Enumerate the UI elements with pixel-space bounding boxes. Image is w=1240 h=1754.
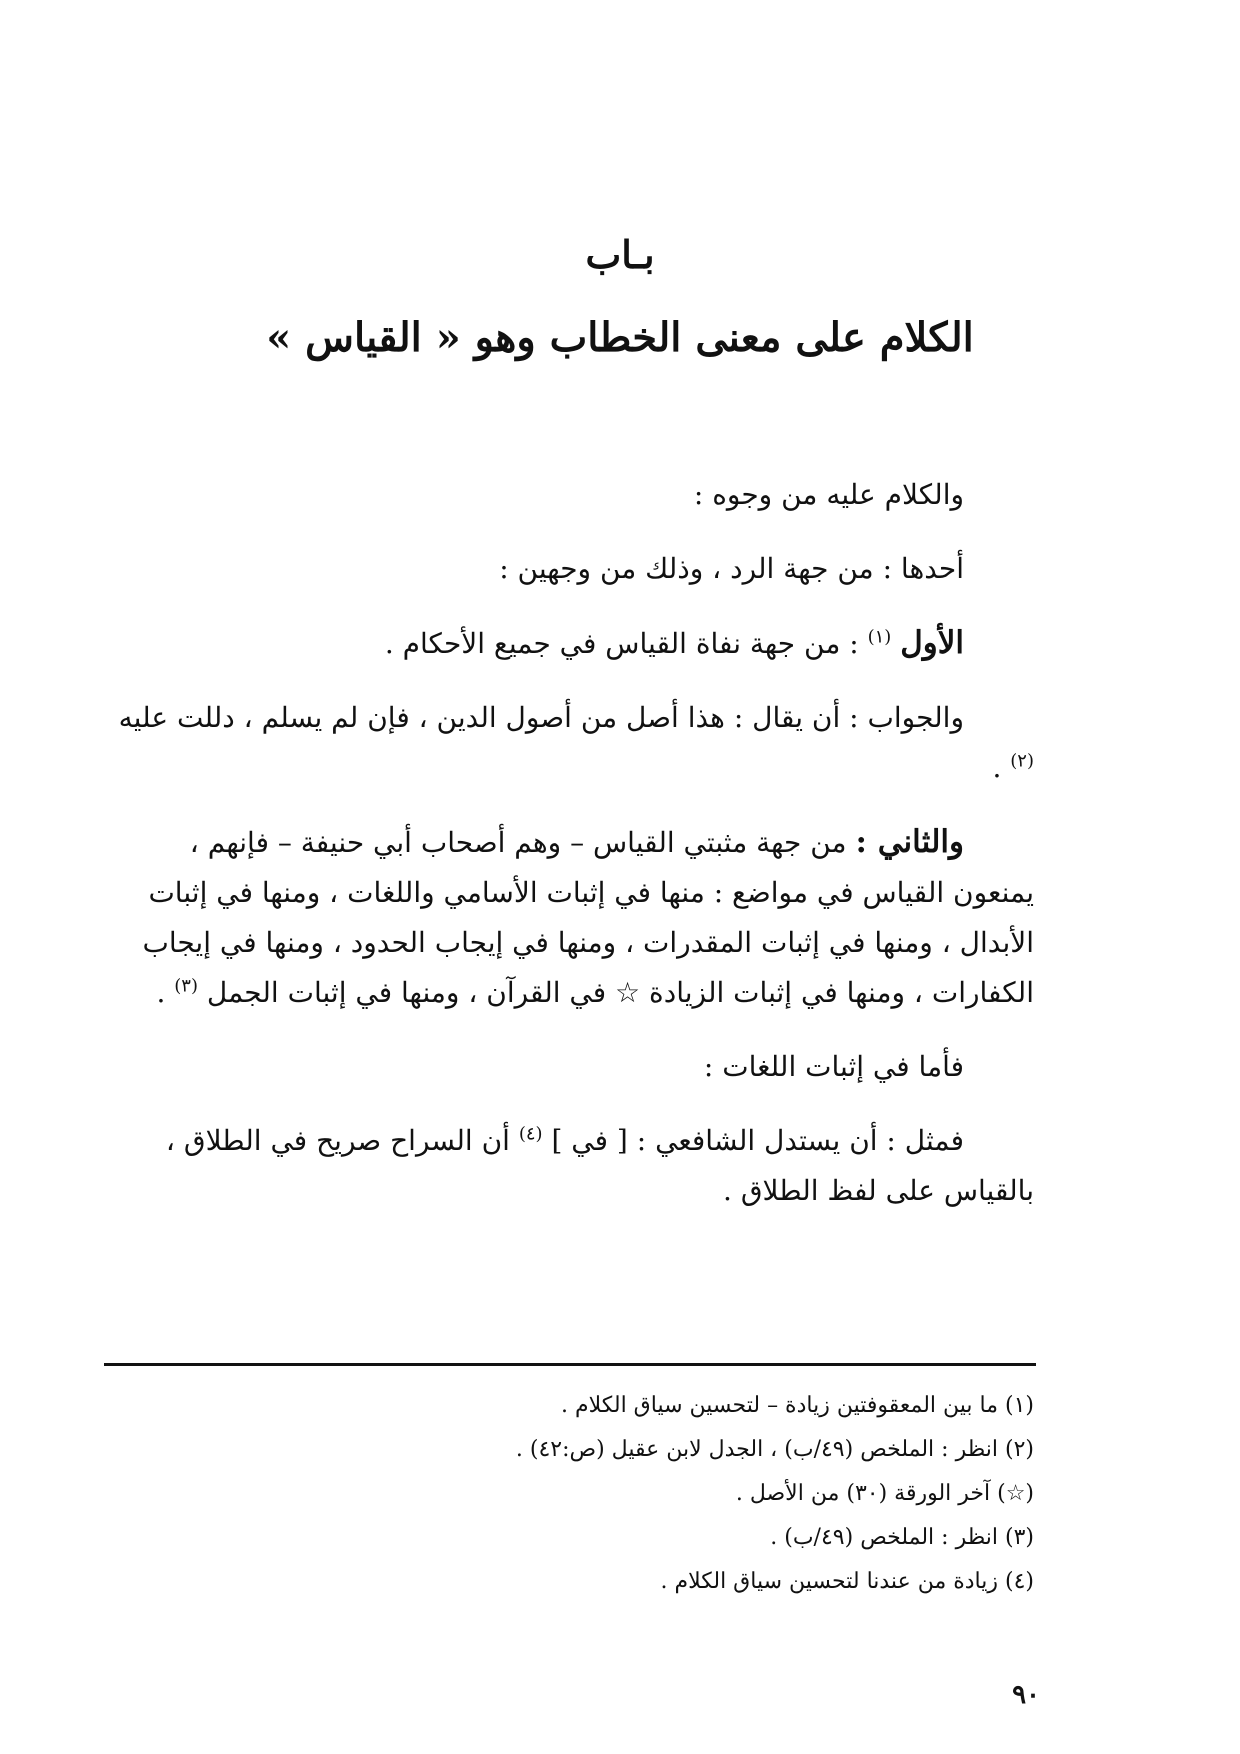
footnote-divider — [104, 1363, 1036, 1366]
footnote: (٢) انظر : الملخص (٤٩/ب) ، الجدل لابن عقيل (ص:٤٢) . — [515, 1437, 1034, 1462]
first-point-text: : من جهة نفاة القياس في جميع الأحكام . — [384, 627, 859, 660]
footnote-ref-2: (٢) — [1010, 750, 1034, 772]
second-point-end: . — [156, 976, 166, 1009]
languages-paragraph: فأما في إثبات اللغات : — [703, 1050, 964, 1083]
footnotes — [102, 1384, 1034, 1604]
footnote-ref-1: (١) — [867, 626, 892, 648]
second-point-label: والثاني : — [855, 824, 964, 860]
answer-end: . — [992, 751, 1002, 784]
page-number: ٩٠ — [1012, 1680, 1040, 1710]
first-point-paragraph — [102, 618, 1034, 669]
answer-text: والجواب : أن يقال : هذا أصل من أصول الدين ، فإن لم يسلم ، دللت عليه — [118, 701, 964, 734]
intro-paragraph: والكلام عليه من وجوه : — [693, 478, 964, 511]
second-point-text: من جهة مثبتي القياس – وهم أصحاب أبي حنيفة – فإنهم ، يمنعون القياس في مواضع : منها في إثبات الأسامي واللغات ، ومنها في إثبات الأبدال ، ومنها في إثبات المقدرات ، ومنها في إيجاب الحدود ، ومنها في إيجاب الكفارات ، ومنها في إثبات الزيادة ☆ في القرآن ، ومنها في إثبات الجمل — [142, 826, 1034, 1009]
chapter-label: بـاب — [585, 232, 655, 277]
second-point-paragraph — [102, 817, 1034, 1018]
example-paragraph — [102, 1116, 1034, 1216]
footnote-ref-3: (٣) — [174, 975, 198, 997]
chapter-title: الكلام على معنى الخطاب وهو « القياس » — [266, 314, 974, 361]
footnote: (١) ما بين المعقوفتين زيادة – لتحسين سياق الكلام . — [560, 1393, 1034, 1418]
main-text — [102, 470, 1034, 1240]
footnote: (٣) انظر : الملخص (٤٩/ب) . — [770, 1525, 1034, 1550]
example-after: أن السراح صريح في الطلاق ، بالقياس على لفظ الطلاق . — [165, 1124, 1034, 1207]
first-aspect-paragraph: أحدها : من جهة الرد ، وذلك من وجهين : — [499, 552, 964, 585]
answer-paragraph — [102, 693, 1034, 793]
footnote-ref-4: (٤) — [518, 1123, 543, 1145]
footnote: (٤) زيادة من عندنا لتحسين سياق الكلام . — [660, 1569, 1034, 1594]
example-before: فمثل : أن يستدل الشافعي : [ في ] — [551, 1124, 964, 1157]
footnote: (☆) آخر الورقة (٣٠) من الأصل . — [735, 1481, 1034, 1506]
first-point-label: الأول — [900, 625, 964, 661]
